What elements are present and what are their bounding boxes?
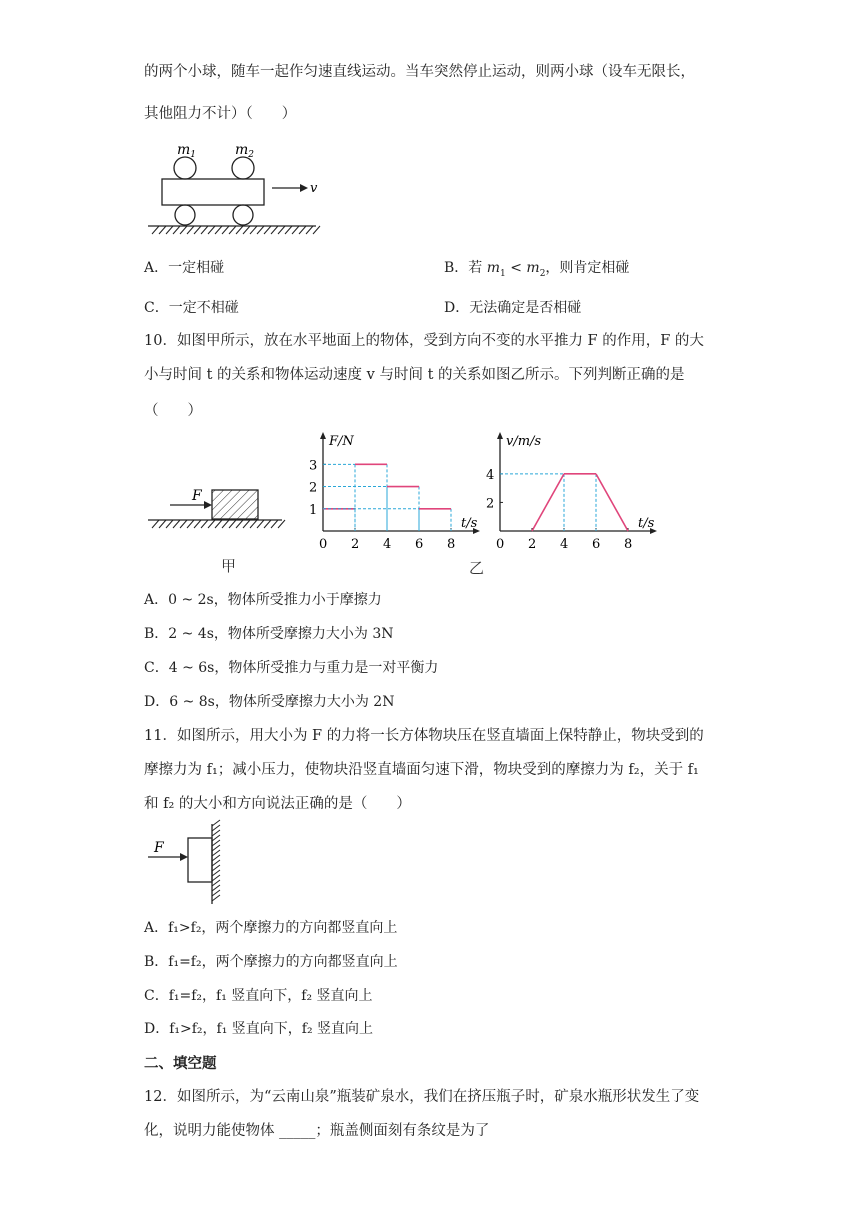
ball-m2 [232,157,254,179]
ground-hatching [152,226,320,234]
chart0-y-tick-label-2: 2 [309,480,318,496]
section-fill-in-blank-title: 二、填空题 [144,1056,217,1072]
q11-text-line1: 11．如图所示，用大小为 F 的力将一长方体物块压在竖直墙面上保特静止，物块受到的 [144,728,704,744]
chart1-x-tick-label-4: 4 [560,537,569,552]
q10-option-b[interactable]: B．2 ~ 4s，物体所受摩擦力大小为 3N [144,626,394,642]
velocity-label: v [310,181,318,196]
chart1-y-axis-arrow [497,432,503,439]
cart-wheel-right [233,205,253,225]
q11-text-line2: 摩擦力为 f₁；减小压力，使物块沿竖直墙面匀速下滑，物块受到的摩擦力为 f₂，关于 f₁ [144,762,699,778]
q9-option-b[interactable]: B．若 $m_1 < m_2$，则肯定相碰 [444,260,630,279]
chart1-y-tick-label-2: 2 [486,496,495,512]
q10-text-line2: 小与时间 t 的关系和物体运动速度 v 与时间 t 的关系如图乙所示。下列判断正确的是 [144,367,685,383]
q10-text-line3: （ ） [144,403,202,419]
q10-force-label: F [192,488,202,504]
velocity-time-chart [478,430,660,555]
q10-force-arrowhead [204,501,212,509]
q10-option-d[interactable]: D．6 ~ 8s，物体所受摩擦力大小为 2N [144,694,395,710]
chart0-x-tick-label-2: 2 [351,537,360,552]
chart0-x-tick-label-0: 0 [319,537,328,552]
chart0-x-tick-label-8: 8 [447,537,456,552]
chart0-x-tick-label-6: 6 [415,537,424,552]
fig-jia-label: 甲 [221,557,237,575]
q11-option-c[interactable]: C．f₁=f₂，f₁ 竖直向下，f₂ 竖直向上 [144,988,373,1004]
chart1-y-tick-label-4: 4 [486,467,495,483]
chart1-y-axis-label: v/m/s [506,434,542,449]
q12-text-line2: 化，说明力能使物体 _____；瓶盖侧面刻有条纹是为了 [144,1123,490,1139]
q9-option-b-suffix: ，则肯定相碰 [545,260,630,276]
q10-block-figure [140,480,290,540]
chart1-x-tick-label-8: 8 [624,537,633,552]
force-time-chart [305,430,478,555]
q11-text-line3: 和 f₂ 的大小和方向说法正确的是（ ） [144,796,411,812]
q9-option-d[interactable]: D．无法确定是否相碰 [444,300,582,316]
q12-text-line1: 12．如图所示，为“云南山泉”瓶装矿泉水，我们在挤压瓶子时，矿泉水瓶形状发生了变 [144,1089,700,1105]
velocity-arrowhead [300,184,308,192]
q10-ground-hatching [152,520,285,528]
velocity-segment-1 [532,474,564,531]
q11-option-a[interactable]: A．f₁>f₂，两个摩擦力的方向都竖直向上 [144,920,398,936]
q11-option-b[interactable]: B．f₁=f₂，两个摩擦力的方向都竖直向上 [144,954,398,970]
velocity-segment-3 [596,474,628,531]
chart0-y-tick-label-1: 1 [309,502,318,518]
q11-option-d[interactable]: D．f₁>f₂，f₁ 竖直向下，f₂ 竖直向上 [144,1021,374,1037]
chart1-x-axis-label: t/s [638,516,655,531]
chart0-x-axis-label: t/s [461,516,478,531]
q11-block [188,838,212,882]
chart1-x-tick-label-0: 0 [496,537,505,552]
q10-block [212,490,258,519]
q9-text-line2: 其他阻力不计）（ ） [144,106,297,122]
fig-yi-label: 乙 [469,559,485,577]
cart-body [162,179,264,205]
chart1-x-tick-label-6: 6 [592,537,601,552]
q11-wall-hatching [212,820,220,901]
q10-text-line1: 10．如图甲所示，放在水平地面上的物体，受到方向不变的水平推力 F 的作用，F 的大 [144,333,704,349]
chart0-y-tick-label-3: 3 [309,458,318,474]
q11-force-label: F [154,840,164,856]
q10-option-c[interactable]: C．4 ~ 6s，物体所受推力与重力是一对平衡力 [144,660,439,676]
chart0-y-axis-label: F/N [329,434,354,449]
cart-wheel-left [175,205,195,225]
m2-label: $m_2$ [235,142,255,160]
q11-wall-figure [140,820,240,908]
q9-cart-figure [140,138,330,238]
ball-m1 [174,157,196,179]
m1-label: $m_1$ [177,142,197,160]
q9-option-c[interactable]: C．一定不相碰 [144,300,239,316]
q9-text-line1: 的两个小球，随车一起作匀速直线运动。当车突然停止运动，则两小球（设车无限长， [144,64,695,80]
q9-option-b-prefix: B．若 [444,260,487,276]
q10-option-a[interactable]: A．0 ~ 2s，物体所受推力小于摩擦力 [144,592,382,608]
chart0-x-tick-label-4: 4 [383,537,392,552]
q11-force-arrowhead [180,853,188,861]
chart0-y-axis-arrow [320,432,326,439]
chart1-x-tick-label-2: 2 [528,537,537,552]
q9-option-a[interactable]: A．一定相碰 [144,260,225,276]
